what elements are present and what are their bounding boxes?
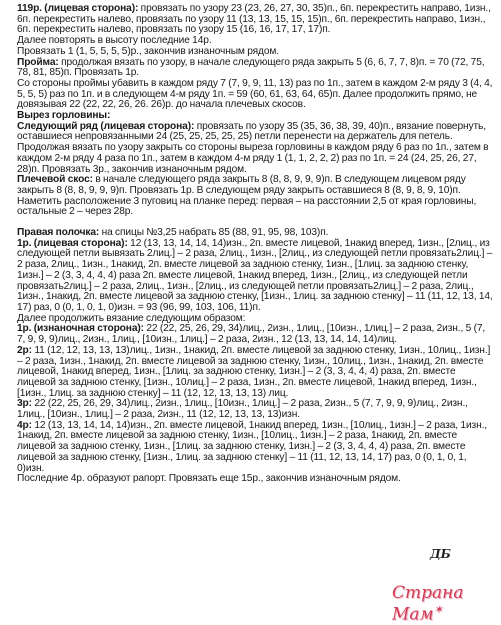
paragraph: 1р. (лицевая сторона): 12 (13, 13, 14, 14, 14)изн., 2п. вместе лицевой, 1накид вперед, 1изн., [2лиц., из следующей петли вывязать 2лиц.] – 2 раза, 2лиц., 1изн., [2лиц., из следующей петли провязать2лиц.] – 2 раза, 2лиц., 1изн., 1накид, 2п. вместе лицевой за заднюю стенку, 1изн., [1лиц. за заднюю стенку, 1изн.] – 2 (3, 3, 4, 4, 4) раза 2п. вместе лицевой, 1накид вперед, 1изн., [2лиц., из следующей петли провязать2лиц.] – 2 раза, 2лиц., 1изн., [2лиц., из следующей петли провязать2лиц.] – 2 раза, 2лиц., 1изн., 1накид, 2п. вместе лицевой за заднюю стенку, [1изн., 1лиц. за заднюю стенку] – 11 (11, 12, 13, 14, 17) раз, 0 (0, 1, 0, 1, 0)изн. = 93 (96, 99, 103, 106, 11)п. [17, 237, 493, 313]
paragraph: 1р. (изнаночная сторона): 22 (22, 25, 26, 29, 34)лиц., 2изн., 1лиц., [10изн., 1лиц.] – 2 раза, 2изн., 5 (7, 7, 9, 9, 9)лиц., 2изн., 1лиц., [10изн., 1лиц.] – 2 раза, 2изн., 12 (13, 13, 14, 14, 14)лиц. [17, 323, 486, 346]
paragraph: Со стороны проймы убавить в каждом ряду 7 (7, 9, 9, 11, 13) раз по 1п., затем в каждом 2-м ряду 3 (4, 4, 5, 5, 5) раз по 1п. и в следующем 4-м ряду 1п. = 59 (60, 61, 63, 64, 65)п. Далее продолжить прямо, не довязывая 22 (22, 22, 26, 26. 26)р. до начала плечевых скосов. [17, 77, 493, 111]
star-icon: ✶ [433, 603, 443, 616]
paragraph: 2р: 11 (12, 12, 13, 13, 13)лиц., 1изн., 1накид, 2п. вместе лицевой за заднюю стенку, 1изн., 10лиц., 1изн.] – 2 раза, 1изн., 1накид, 2п. вместе лицевой за заднюю стенку, 1изн., 10лиц., 1изн., 1накид, 2п. вместе лицевой, 1накид вперед, 1изн., [1лиц. за заднюю стенку, 1изн.] – 2 (3, 3, 4, 4, 4) раза, 2п. вместе лицевой за заднюю стенку, [1изн., 10лиц.] – 2 раза, 1изн., 2п. вместе лицевой, 1накид вперед, 1изн., [1изн., 1лиц. за заднюю стенку] – 11 (12, 12, 13, 13, 13) лиц. [17, 344, 491, 399]
paragraph: 4р: 12 (13, 13, 14, 14, 14)изн., 2п. вместе лицевой, 1накид вперед, 1изн., [10лиц., 1изн.] – 2 раза, 1изн., 1накид, 2п. вместе лицевой за заднюю стенку, 1изн., [10лиц., 1изн.] – 2 раза, 1накид, 2п. вместе лицевой за заднюю стенку, 1изн., [1лиц. за заднюю стенку, 1изн.] – 2 (3, 3, 4, 4, 4) раза, 2п. вместе лицевой за заднюю стенку, [1изн., 1лиц. за заднюю стенку] – 11 (11, 12, 13, 14, 17) раз, 0 (0, 1, 0, 1, 0)изн. [17, 419, 488, 474]
section-heading: Вырез горловины: [17, 110, 111, 122]
author-signature: ДБ [430, 547, 451, 561]
paragraph: 3р: 22 (22, 25, 26, 29, 34)лиц., 2изн., 1лиц., [10изн., 1лиц.] – 2 раза, 2изн., 5 (7, 7, 9, 9, 9)лиц., 2изн., 1лиц., [10изн., 1лиц.] – 2 раза, 2изн., 11 (12, 12, 13, 13, 13)изн. [17, 398, 468, 421]
paragraph: Наметить расположение 3 пуговиц на планке перед: первая – на расстоянии 2,5 от края горловины, остальные 2 – через 28р. [17, 195, 477, 218]
paragraph: Следующий ряд (лицевая сторона): провязать по узору 35 (35, 36, 38, 39, 40)п., вязание повернуть, оставшиеся непровязанными 24 (25, 25, 25, 25, 25) петли перенести на держатель для петель. Продолжая вязать по узору закрыть со стороны выреза горловины в каждом ряду 6 раз по 1п., затем в каждом 2-м ряду 4 раза по 1п., затем в каждом 4-м ряду 1 (1, 1, 2, 2, 2) раз по 1п. = 24 (24, 25, 26, 27, 28)п. Провязать 3р., закончив изнаночным рядом. [17, 120, 489, 175]
document-text [17, 4, 495, 485]
paragraph: Далее повторять в высоту последние 14р. [17, 35, 212, 47]
site-watermark: Страна Мам✶ [392, 583, 464, 625]
paragraph: Провязать 1 (1, 5, 5, 5, 5)р., закончив изнаночным рядом. [17, 45, 280, 57]
paragraph: Пройма: продолжая вязать по узору, в начале следующего ряда закрыть 5 (6, 6, 7, 7, 8)п. = 70 (72, 75, 78, 81, 85)п. Провязать 1р. [17, 56, 485, 79]
section-heading: Правая полочка: на спицы №3,25 набрать 85 (88, 91, 95, 98, 103)п. [17, 227, 329, 239]
paragraph: Последние 4р. образуют рапорт. Провязать еще 15р., закончив изнаночным рядом. [17, 473, 401, 485]
paragraph: 119р. (лицевая сторона): провязать по узору 23 (23, 26, 27, 30, 35)п., 6п. перекрестить направо, 1изн., 6п. перекрестить налево, провязать по узору 11 (13, 13, 15, 15, 15)п., 6п. перекрестить направо, 1изн., 6п. перекрестить налево, провязать по узору 15 (16, 16, 17, 17, 17)п. [17, 3, 491, 36]
paragraph: Далее продолжить вязание следующим образом: [17, 312, 246, 324]
paragraph: Плечевой скос: в начале следующего ряда закрыть 8 (8, 8, 9, 9, 9)п. В следующем лицевом ряду закрыть 8 (8, 8, 9, 9, 9)п. Провязать 1р. В следующем ряду закрыть оставшиеся 8 (8, 9, 8, 9, 10)п. [17, 174, 466, 196]
